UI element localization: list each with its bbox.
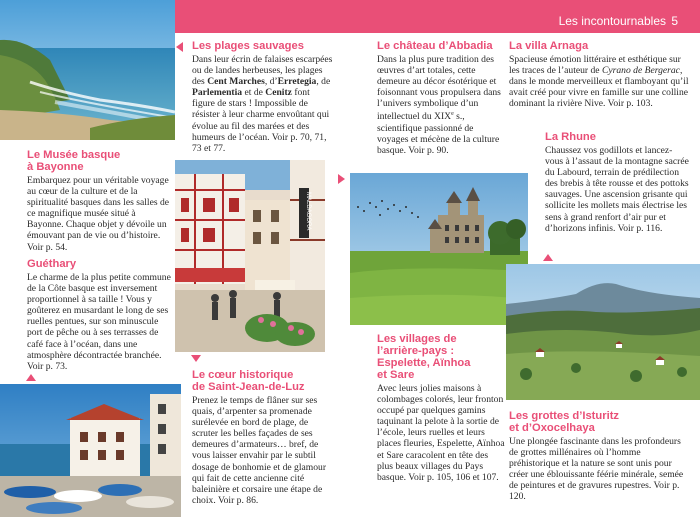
pointer-arrow-saint-jean (191, 355, 201, 362)
heading-grottes: Les grottes d’Isturitz et d’Oxocelhaya (509, 410, 620, 434)
text-musee: Embarquez pour un véritable voyage au cœur de la culture et de la spiritualité basques dans les salles de ce magnifique musée situé à Bayonne. Chaque objet y dévoile un émouvant pan de vie ou d’histoire. Voir p. 54. (27, 175, 170, 253)
pointer-arrow-musee (338, 174, 345, 184)
heading-rhune: La Rhune (545, 131, 596, 143)
heading-plages: Les plages sauvages (192, 40, 304, 52)
section-musee-basque (27, 149, 169, 253)
section-plages-sauvages (192, 40, 334, 154)
text-saint-jean: Prenez le temps de flâner sur ses quais, d’arpenter sa promenade surélevée en bord de plage, de scruter les belles façades de ses demeures d’armateurs… bref, de vous laisser envahir par le subtil dosage de bonhomie et de glamour qui fait de cette ancienne cité baleinière et corsaire une étape de choix. Voir p. 86. (192, 395, 327, 506)
text-plages: Dans leur écrin de falaises escarpées ou de landes herbeuses, les plages des Cent Marches, d’Erretegia, de Parlementia et de Cenitz font figure de stars ! Impossible de résister à leur charme envoûtant qui évolue au fil des marées et des humeurs de l’océan. Voir p. 70, 71, 73 et 77. (192, 54, 333, 154)
heading-guethary: Guéthary (27, 258, 77, 270)
heading-saint-jean: Le cœur historique de Saint-Jean-de-Luz (192, 369, 305, 393)
section-la-rhune (545, 131, 690, 234)
running-header-title: Les incontournables (558, 14, 666, 28)
section-grottes-isturitz (509, 410, 689, 503)
heading-musee: Le Musée basque à Bayonne (27, 149, 121, 173)
text-arnaga: Spacieuse émotion littéraire et esthétique sur les traces de l’auteur de Cyrano de Bergerac, dans le monde merveilleux et flamboyant qu’il avait créé pour vivre en famille sur une colline dominant la rivière Nive. Voir p. 103. (509, 54, 689, 110)
page-number: 5 (671, 14, 678, 28)
section-guethary (27, 258, 172, 372)
text-villages: Avec leurs jolies maisons à colombages colorés, leur fronton occupé par quelques gamins taquinant la pelote à la sortie de l’école, leurs ruelles et leurs places fleuries, Espelette, Aïnhoa et Sare caracolent en tête des plus beaux villages du Pays basque. Voir p. 105, 106 et 107. (377, 383, 505, 483)
text-guethary: Le charme de la plus petite commune de la Côte basque est inversement proportionnel à sa taille ! Vous y goûterez en musardant le long de ses ruelles pentues, sur son minuscule port de pêche ou à ses terrasses de café face à l’océan, dans une atmosphère décontractée branchée. Voir p. 73. (27, 272, 171, 372)
photo-la-rhune-mountains (506, 264, 700, 400)
photo-coastline-beach (0, 0, 175, 140)
section-villa-arnaga (509, 40, 689, 109)
street-sign-text: MALDAGORA (305, 192, 311, 231)
text-grottes: Une plongée fascinante dans les profondeurs de grottes millénaires où l’homme préhistorique et la nature se sont unis pour créer une éblouissante féérie minérale, semée de peintures et de gravures rupestres. Voir p. 120. (509, 436, 684, 503)
heading-arnaga: La villa Arnaga (509, 40, 589, 52)
photo-chateau-abbadia (350, 173, 528, 325)
photo-saint-jean-de-luz-street (175, 160, 325, 352)
section-saint-jean-de-luz (192, 369, 334, 506)
pointer-arrow-plages (176, 42, 183, 52)
photo-guethary-port (0, 384, 181, 517)
text-rhune: Chaussez vos godillots et lancez-vous à l’assaut de la montagne sacrée du Labourd, terrain de prédilection des brebis à tête rousse et des pottoks sauvages. Une ascension grisante qui sollicite les mollets mais électrise les sens à grand renfort d’air pur et d’horizons infinis. Voir p. 116. (545, 145, 689, 234)
text-abbadia: Dans la plus pure tradition des œuvres d’art totales, cette demeure au décor ésotérique et foisonnant vous propulsera dans l’univers symbolique d’un intellectuel du XIXe s., scientifique passionné de voyages et mécène de la culture basque. Voir p. 90. (377, 54, 501, 156)
pointer-arrow-rhune (543, 254, 553, 261)
pointer-arrow-guethary (26, 374, 36, 381)
heading-villages: Les villages de l’arrière-pays : Espelette, Aïnhoa et Sare (377, 333, 471, 381)
section-villages-arriere-pays (377, 333, 505, 483)
section-chateau-abbadia (377, 40, 502, 156)
heading-abbadia: Le château d’Abbadia (377, 40, 493, 52)
